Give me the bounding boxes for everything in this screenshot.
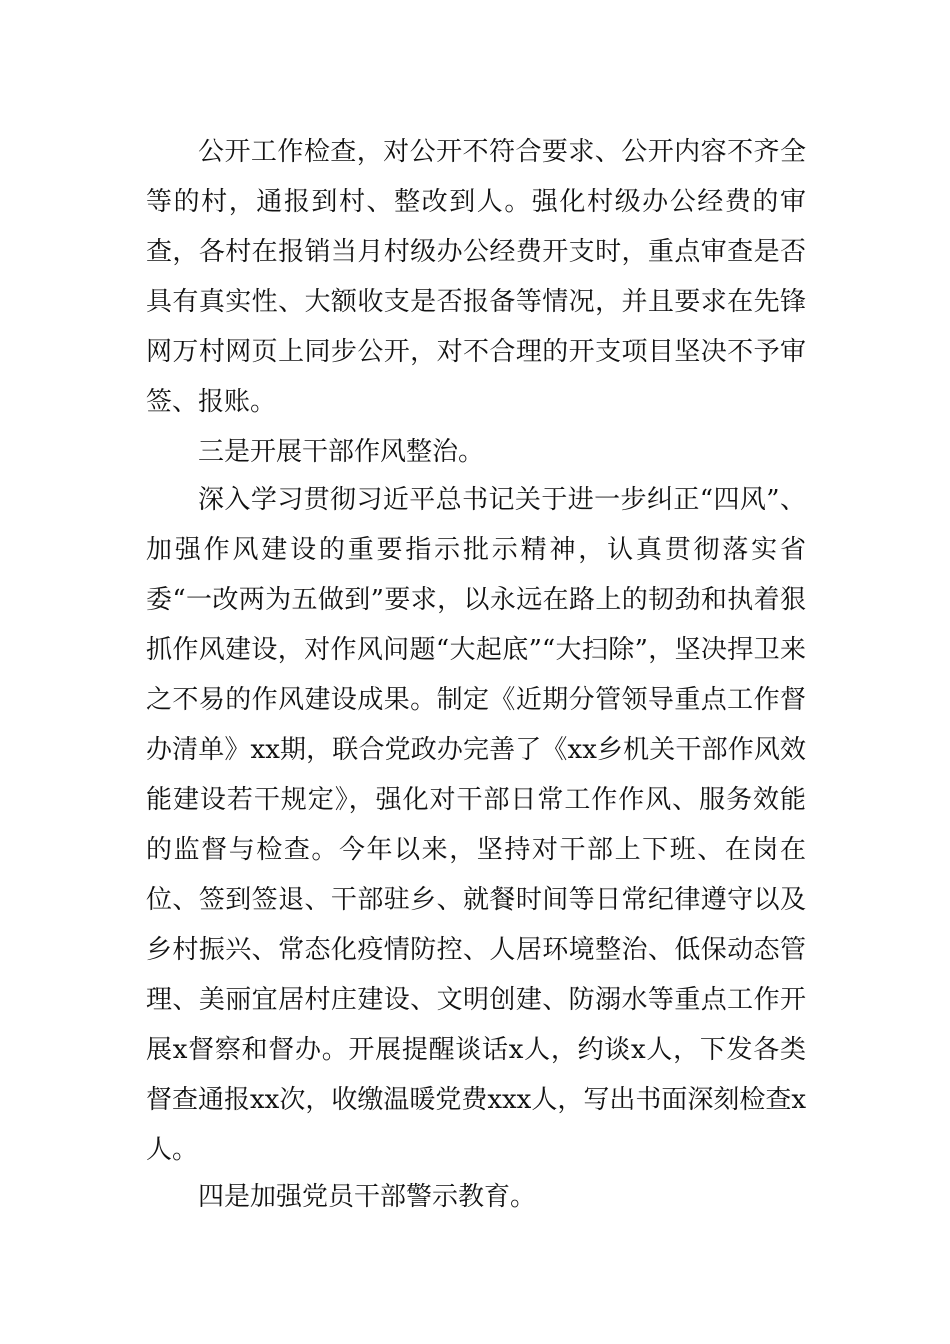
body-paragraph: 深入学习贯彻习近平总书记关于进一步纠正“四风”、加强作风建设的重要指示批示精神，认真贯彻落实省委“一改两为五做到”要求，以永远在路上的韧劲和执着狠抓作风建设，对作风问题“大起底”“大扫除”，坚决捍卫来之不易的作风建设成果。制定《近期分管领导重点工作督办清单》xx期，联合党政办完善了《xx乡机关干部作风效能建设若干规定》，强化对干部日常工作作风、服务效能的监督与检查。今年以来，坚持对干部上下班、在岗在位、签到签退、干部驻乡、就餐时间等日常纪律遵守以及乡村振兴、常态化疫情防控、人居环境整治、低保动态管理、美丽宜居村庄建设、文明创建、防溺水等重点工作开展x督察和督办。开展提醒谈话x人，约谈x人，下发各类督查通报xx次，收缴温暖党费xxx人，写出书面深刻检查x人。 xyxy=(146,485,806,1165)
section-heading: 三是开展干部作风整治。 xyxy=(198,437,485,467)
body-paragraph: 公开工作检查，对公开不符合要求、公开内容不齐全等的村，通报到村、整改到人。强化村级办公经费的审查，各村在报销当月村级办公经费开支时，重点审查是否具有真实性、大额收支是否报备等情况，并且要求在先锋网万村网页上同步公开，对不合理的开支项目坚决不予审签、报账。 xyxy=(146,137,806,417)
section-heading: 四是加强党员干部警示教育。 xyxy=(198,1182,537,1212)
